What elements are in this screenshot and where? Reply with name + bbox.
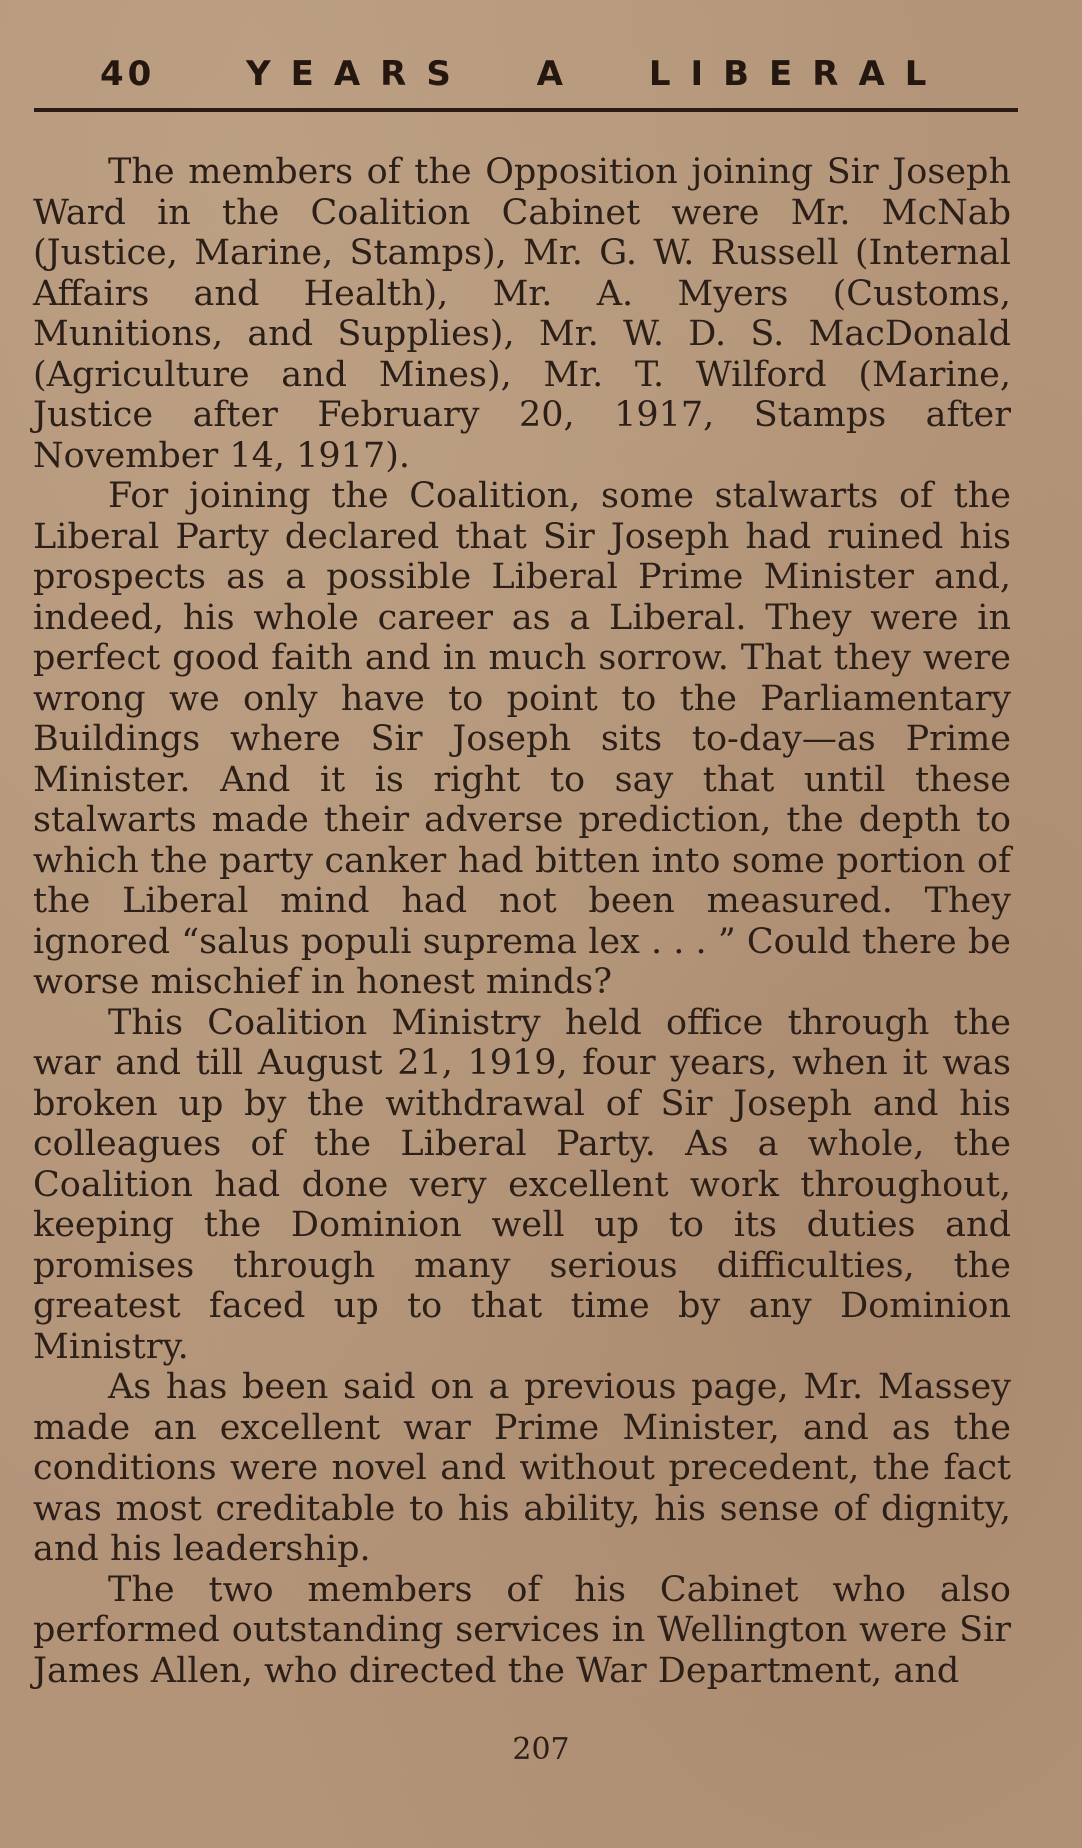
paragraph-massey: As has been said on a previous page, Mr. Massey made an excellent war Prime Minister, and as the conditions were novel and without precedent, the fact was most creditable to his ability, his sense of dignity, and his leadership. [33,1367,1011,1569]
header-rule [34,108,1018,112]
paragraph-coalition-ministry: This Coalition Ministry held office through the war and till August 21, 1919, four years, when it was broken up by the withdrawal of Sir Joseph and his colleagues of the Liberal Party. As a whole, the Coalition had done very excellent work throughout, keeping the Dominion well up to its duties and promises through many serious difficulties, the greatest faced up to that time by any Dominion Ministry. [33,1002,1011,1367]
running-head-page-number: 40 [100,54,156,94]
body-text [33,152,1011,1691]
paragraph-coalition-members: The members of the Opposition joining Sir Joseph Ward in the Coalition Cabinet were Mr. McNab (Justice, Marine, Stamps), Mr. G. W. Russell (Internal Affairs and Health), Mr. A. Myers (Customs, Munitions, and Supplies), Mr. W. D. S. MacDonald (Agriculture and Mines), Mr. T. Wilford (Marine, Justice after February 20, 1917, Stamps after November 14, 1917). [33,152,1011,476]
running-head-title: YEARS A LIBERAL [246,54,947,94]
running-head [36,54,1036,104]
paragraph-stalwarts: For joining the Coalition, some stalwarts of the Liberal Party declared that Sir Joseph had ruined his prospects as a possible Liberal Prime Minister and, indeed, his whole career as a Liberal. They were in perfect good faith and in much sorrow. That they were wrong we only have to point to the Parliamentary Buildings where Sir Joseph sits to-day—as Prime Minister. And it is right to say that until these stalwarts made their adverse prediction, the depth to which the party canker had bitten into some portion of the Liberal mind had not been measured. They ignored “salus populi suprema lex . . . ” Could there be worse mischief in honest minds? [33,476,1011,1002]
paragraph-cabinet-members: The two members of his Cabinet who also performed outstanding services in Wellington were Sir James Allen, who directed the War Department, and [33,1569,1011,1691]
page-folio: 207 [512,1732,570,1767]
